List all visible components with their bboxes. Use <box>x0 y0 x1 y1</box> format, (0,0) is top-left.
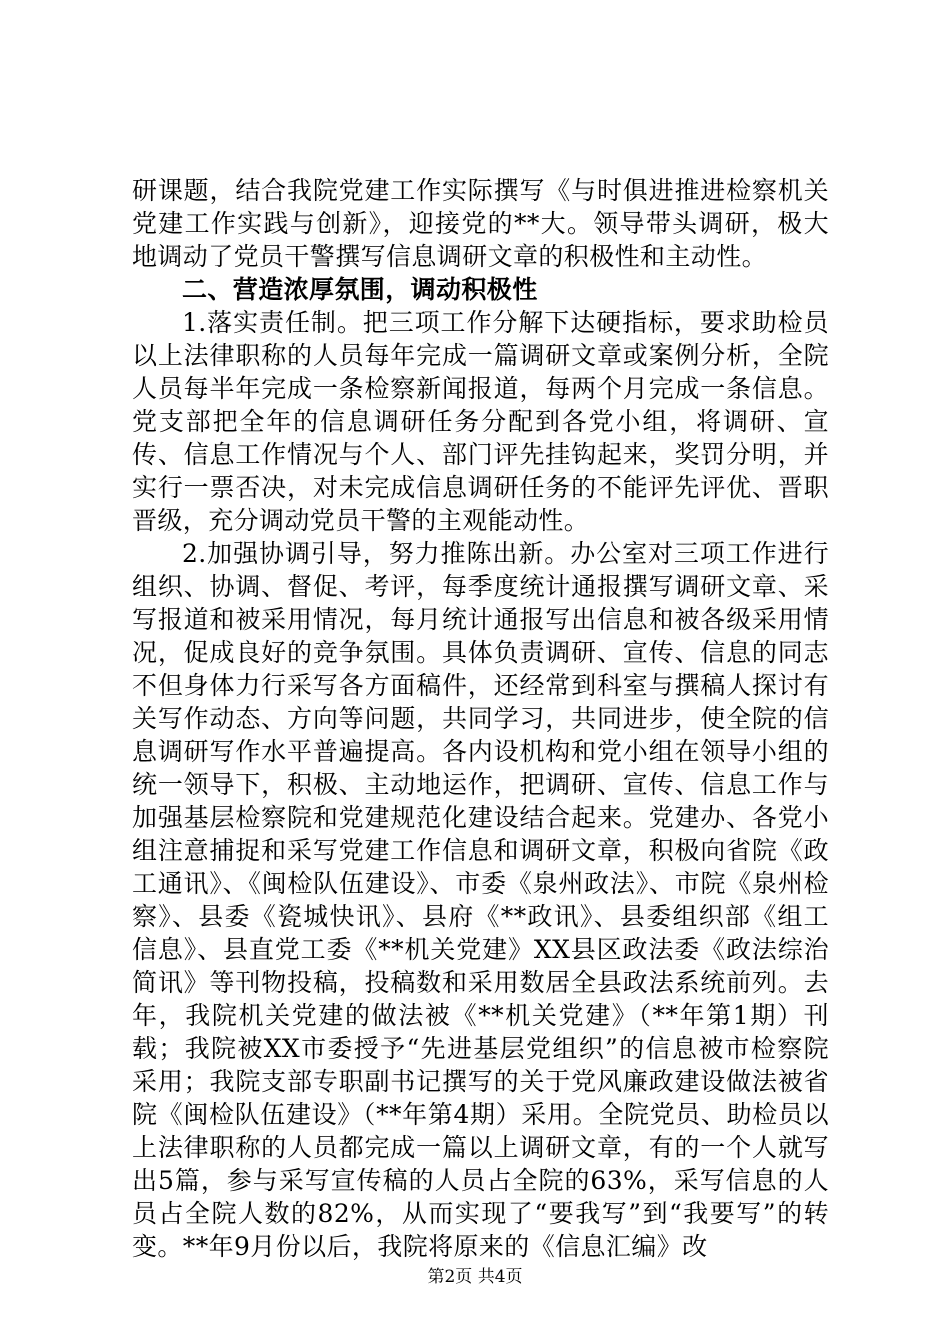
page-number-footer: 第2页 共4页 <box>427 1267 523 1287</box>
paragraph-responsibility-system: 1.落实责任制。把三项工作分解下达硬指标，要求助检员以上法律职称的人员每年完成一篇调研文章或案例分析，全院人员每半年完成一条检察新闻报道，每两个月完成一条信息。党支部把全年的信息调研任务分配到各党小组，将调研、宣传、信息工作情况与个人、部门评先挂钩起来，奖罚分明，并实行一票否决，对未完成信息调研任务的不能评先评优、晋职晋级，充分调动党员干警的主观能动性。 <box>132 308 829 535</box>
section-heading: 二、营造浓厚氛围，调动积极性 <box>182 275 538 304</box>
document-body <box>132 174 829 1263</box>
continuation-paragraph: 研课题，结合我院党建工作实际撰写《与时俱进推进检察机关党建工作实践与创新》，迎接党的**大。领导带头调研，极大地调动了党员干警撰写信息调研文章的积极性和主动性。 <box>132 176 829 271</box>
paragraph-coordination-guidance: 2.加强协调引导，努力推陈出新。办公室对三项工作进行组织、协调、督促、考评，每季度统计通报撰写调研文章、采写报道和被采用情况，每月统计通报写出信息和被各级采用情况，促成良好的竞争氛围。具体负责调研、宣传、信息的同志不但身体力行采写各方面稿件，还经常到科室与撰稿人探讨有关写作动态、方向等问题，共同学习，共同进步，使全院的信息调研写作水平普遍提高。各内设机构和党小组在领导小组的统一领导下，积极、主动地运作，把调研、宣传、信息工作与加强基层检察院和党建规范化建设结合起来。党建办、各党小组注意捕捉和采写党建工作信息和调研文章，积极向省院《政工通讯》、《闽检队伍建设》、市委《泉州政法》、市院《泉州检察》、县委《瓷城快讯》、县府《**政讯》、县委组织部《组工信息》、县直党工委《**机关党建》XX县区政法委《政法综治简讯》等刊物投稿，投稿数和采用数居全县政法系统前列。去年，我院机关党建的做法被《**机关党建》（**年第1期）刊载；我院被XX市委授予“先进基层党组织”的信息被市检察院采用；我院支部专职副书记撰写的关于党风廉政建设做法被省院《闽检队伍建设》（**年第4期）采用。全院党员、助检员以上法律职称的人员都完成一篇以上调研文章，有的一个人就写出5篇，参与采写宣传稿的人员占全院的63%，采写信息的人员占全院人数的82%，从而实现了“要我写”到“我要写”的转变。**年9月份以后，我院将原来的《信息汇编》改 <box>132 539 829 1261</box>
